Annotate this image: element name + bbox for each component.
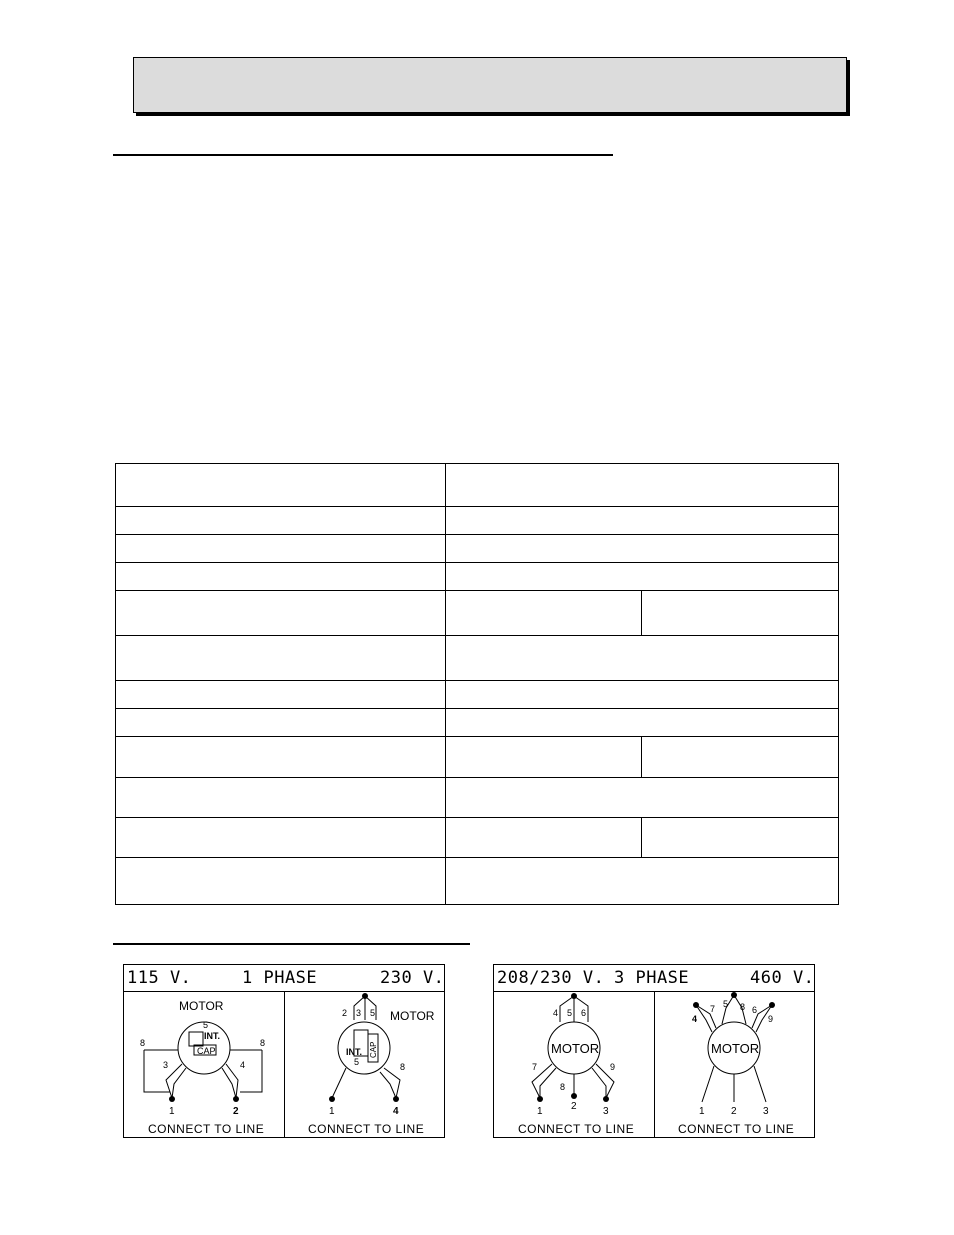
cap-label: CAP [197, 1046, 216, 1056]
bottom-leads [332, 1068, 400, 1098]
lead-8-label: 8 [140, 1038, 146, 1048]
table-row [116, 507, 839, 535]
table-row [116, 563, 839, 591]
terminal-dot [233, 1096, 239, 1102]
single-phase-115v-schematic [124, 992, 284, 1137]
single-phase-230v-schematic [284, 992, 444, 1137]
lead-8-label: 8 [740, 1002, 746, 1012]
title-banner [133, 57, 847, 113]
lead-7-label: 7 [532, 1062, 538, 1072]
table-row [116, 535, 839, 563]
three-phase-230v-schematic [494, 992, 654, 1137]
top-leads [696, 995, 772, 1032]
phase-label: 3 PHASE [614, 968, 690, 988]
lead-8-label: 8 [400, 1062, 406, 1072]
terminal-dot [603, 1096, 609, 1102]
terminal-2-label: 2 [571, 1101, 577, 1112]
terminal-dot [393, 1096, 399, 1102]
terminal-dot [571, 1093, 577, 1099]
connect-to-line-label: CONNECT TO LINE [518, 1122, 635, 1136]
voltage-low-label: 208/230 V. [497, 968, 605, 988]
terminal-2-label: 2 [731, 1106, 737, 1117]
lead-5-label: 5 [203, 1020, 209, 1030]
lead-3-label: 3 [356, 1008, 362, 1018]
terminal-1-label: 1 [537, 1106, 543, 1117]
lead-9-label: 9 [610, 1062, 616, 1072]
table-row [116, 636, 839, 681]
int-label: INT. [204, 1031, 221, 1041]
table-row [116, 818, 839, 858]
bottom-leads [532, 1064, 614, 1098]
cap-label: CAP [369, 1041, 378, 1058]
motor-label: MOTOR [551, 1041, 600, 1056]
terminal-1-label: 1 [329, 1106, 335, 1117]
lead-2-label: 2 [342, 1008, 348, 1018]
lead-4-label: 4 [240, 1060, 246, 1070]
table-row [116, 464, 839, 507]
table-row [116, 737, 839, 778]
single-phase-header [124, 965, 444, 992]
lead-4-label: 4 [692, 1014, 698, 1024]
lead-5-label: 5 [567, 1008, 573, 1018]
terminal-dot [329, 1096, 335, 1102]
int-label: INT. [346, 1047, 363, 1057]
terminal-4-label: 4 [393, 1106, 399, 1117]
three-phase-diagram [493, 964, 815, 1138]
terminal-3-label: 3 [603, 1106, 609, 1117]
lead-8-wires [144, 1050, 262, 1092]
lead-5-label: 5 [370, 1008, 376, 1018]
section-heading-rule [113, 154, 613, 156]
motor-label: MOTOR [390, 1009, 435, 1023]
motor-label: MOTOR [179, 999, 224, 1013]
motor-leads [166, 1064, 238, 1098]
lead-5-label: 5 [723, 999, 729, 1009]
lead-9-label: 9 [768, 1014, 774, 1024]
phase-label: 1 PHASE [242, 968, 318, 988]
wiring-heading-rule [113, 943, 470, 945]
lead-8-label: 8 [560, 1082, 566, 1092]
table-row [116, 778, 839, 818]
terminal-dot [537, 1096, 543, 1102]
terminal-dot [169, 1096, 175, 1102]
lead-6-label: 6 [581, 1008, 587, 1018]
lead-4-label: 4 [553, 1008, 559, 1018]
three-phase-header [494, 965, 814, 992]
voltage-low-label: 115 V. [127, 968, 192, 988]
lead-6-label: 6 [752, 1005, 758, 1015]
table-row [116, 681, 839, 709]
three-phase-460v-schematic [654, 992, 814, 1137]
spec-table [115, 463, 839, 905]
table-row [116, 591, 839, 636]
int-switch [189, 1032, 203, 1046]
single-phase-diagram [123, 964, 445, 1138]
terminal-1-label: 1 [169, 1106, 175, 1117]
terminal-3-label: 3 [763, 1106, 769, 1117]
table-row [116, 709, 839, 737]
lead-5b-label: 5 [354, 1057, 360, 1067]
voltage-high-label: 460 V. [750, 968, 815, 988]
connect-to-line-label: CONNECT TO LINE [308, 1122, 425, 1136]
terminal-2-label: 2 [233, 1106, 239, 1117]
voltage-high-label: 230 V. [380, 968, 445, 988]
terminal-1-label: 1 [699, 1106, 705, 1117]
table-row [116, 858, 839, 905]
line-leads [702, 1066, 766, 1102]
lead-7-label: 7 [710, 1004, 716, 1014]
lead-3-label: 3 [163, 1060, 169, 1070]
motor-label: MOTOR [711, 1041, 760, 1056]
connect-to-line-label: CONNECT TO LINE [148, 1122, 265, 1136]
connect-to-line-label: CONNECT TO LINE [678, 1122, 795, 1136]
lead-8b-label: 8 [260, 1038, 266, 1048]
